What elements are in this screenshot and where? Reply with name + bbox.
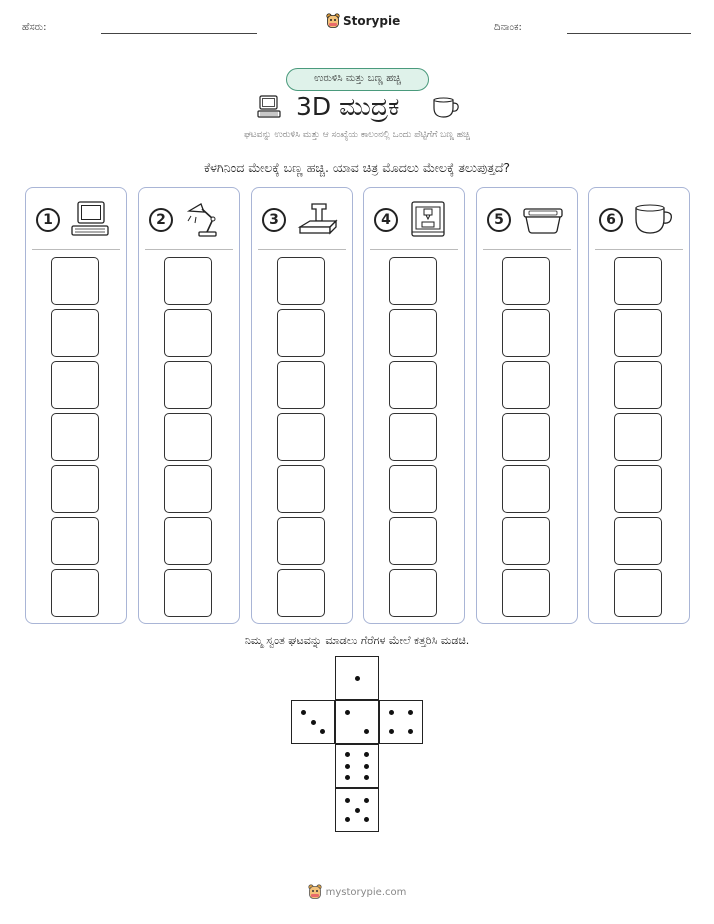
color-box[interactable] — [164, 517, 212, 565]
column-5 — [476, 187, 578, 624]
column-number: 6 — [599, 208, 623, 232]
dice-face-3 — [291, 700, 335, 744]
storypie-mascot-icon — [308, 884, 322, 900]
color-box[interactable] — [389, 569, 437, 617]
coffee-cup-icon — [431, 96, 461, 120]
color-box[interactable] — [51, 257, 99, 305]
brand-name: Storypie — [343, 14, 401, 28]
color-box[interactable] — [614, 309, 662, 357]
color-box[interactable] — [389, 361, 437, 409]
color-box[interactable] — [164, 309, 212, 357]
color-box[interactable] — [502, 465, 550, 513]
color-box[interactable] — [277, 361, 325, 409]
coffee-cup-icon — [633, 199, 677, 239]
footer — [0, 884, 714, 900]
color-box[interactable] — [614, 413, 662, 461]
color-box[interactable] — [614, 569, 662, 617]
dice-face-2 — [335, 700, 379, 744]
color-box[interactable] — [502, 257, 550, 305]
dice-face-4 — [379, 700, 423, 744]
column-divider — [370, 249, 458, 250]
column-divider — [258, 249, 346, 250]
column-divider — [483, 249, 571, 250]
color-box[interactable] — [277, 465, 325, 513]
color-box[interactable] — [51, 517, 99, 565]
pip — [364, 775, 369, 780]
pip — [311, 720, 316, 725]
computer-icon — [70, 199, 114, 239]
column-6 — [588, 187, 690, 624]
column-divider — [145, 249, 233, 250]
pip — [389, 710, 394, 715]
column-number: 3 — [262, 208, 286, 232]
pip — [408, 729, 413, 734]
pip — [364, 764, 369, 769]
pip — [345, 817, 350, 822]
column-divider — [32, 249, 120, 250]
color-box[interactable] — [164, 257, 212, 305]
pip — [364, 729, 369, 734]
pip — [345, 710, 350, 715]
storypie-logo — [326, 13, 400, 29]
color-box[interactable] — [277, 309, 325, 357]
dice-face-5 — [335, 788, 379, 832]
color-box[interactable] — [502, 517, 550, 565]
pip — [345, 764, 350, 769]
color-box[interactable] — [502, 569, 550, 617]
pip — [355, 808, 360, 813]
color-box[interactable] — [277, 413, 325, 461]
color-box[interactable] — [614, 361, 662, 409]
color-box[interactable] — [389, 413, 437, 461]
storypie-mascot-icon — [326, 13, 340, 29]
column-4 — [363, 187, 465, 624]
question: ಕೆಳಗಿನಿಂದ ಮೇಲಕ್ಕೆ ಬಣ್ಣ ಹಚ್ಚಿ. ಯಾವ ಚಿತ್ರ ಮೊದಲು ಮೇಲಕ್ಕೆ ತಲುಪುತ್ತದೆ? — [203, 160, 511, 175]
color-box[interactable] — [277, 569, 325, 617]
column-number: 5 — [487, 208, 511, 232]
subtitle: ಘಟವನ್ನು ಉರುಳಿಸಿ ಮತ್ತು ಆ ಸಂಖ್ಯೆಯ ಕಾಲಂನಲ್ಲಿ ಒಂದು ಪೆಟ್ಟಿಗೆಗೆ ಬಣ್ಣ ಹಚ್ಚಿ — [244, 130, 470, 140]
date-label: ದಿನಾಂಕ: — [494, 22, 522, 33]
date-field[interactable] — [567, 33, 691, 34]
color-box[interactable] — [277, 517, 325, 565]
page-title: 3D ಮುದ್ರಕ — [296, 92, 400, 121]
pip — [320, 729, 325, 734]
color-box[interactable] — [164, 465, 212, 513]
column-divider — [595, 249, 683, 250]
color-box[interactable] — [502, 309, 550, 357]
color-box[interactable] — [51, 413, 99, 461]
column-3 — [251, 187, 353, 624]
color-box[interactable] — [51, 569, 99, 617]
color-box[interactable] — [51, 309, 99, 357]
color-box[interactable] — [614, 517, 662, 565]
pip — [364, 817, 369, 822]
column-2 — [138, 187, 240, 624]
pip — [345, 752, 350, 757]
color-box[interactable] — [51, 361, 99, 409]
color-box[interactable] — [51, 465, 99, 513]
color-box[interactable] — [389, 309, 437, 357]
document-scanner-icon — [296, 199, 340, 239]
column-number: 1 — [36, 208, 60, 232]
pip — [301, 710, 306, 715]
cut-fold-instruction: ನಿಮ್ಮ ಸ್ವಂತ ಘಟವನ್ನು ಮಾಡಲು ಗೆರೆಗಳ ಮೇಲೆ ಕತ್ತರಿಸಿ ಮಡಚಿ. — [244, 634, 470, 647]
pip — [389, 729, 394, 734]
column-1 — [25, 187, 127, 624]
pip — [345, 798, 350, 803]
color-box[interactable] — [614, 465, 662, 513]
dice-face-6 — [335, 744, 379, 788]
column-number: 4 — [374, 208, 398, 232]
color-box[interactable] — [389, 465, 437, 513]
pip — [364, 798, 369, 803]
color-box[interactable] — [164, 413, 212, 461]
color-box[interactable] — [277, 257, 325, 305]
color-box[interactable] — [502, 361, 550, 409]
pip — [364, 752, 369, 757]
activity-type-pill: ಉರುಳಿಸಿ ಮತ್ತು ಬಣ್ಣ ಹಚ್ಚಿ — [286, 68, 429, 91]
title-row — [0, 92, 714, 126]
food-container-icon — [521, 199, 565, 239]
pip — [408, 710, 413, 715]
color-box[interactable] — [614, 257, 662, 305]
pip — [345, 775, 350, 780]
color-box[interactable] — [164, 361, 212, 409]
footer-url: mystorypie.com — [325, 886, 407, 898]
desk-lamp-icon — [183, 199, 227, 239]
color-box[interactable] — [502, 413, 550, 461]
pip — [355, 676, 360, 681]
color-box[interactable] — [389, 517, 437, 565]
color-box[interactable] — [164, 569, 212, 617]
color-box[interactable] — [389, 257, 437, 305]
name-label: ಹೆಸರು: — [22, 22, 47, 33]
computer-icon — [256, 94, 282, 120]
name-field[interactable] — [101, 33, 257, 34]
column-number: 2 — [149, 208, 173, 232]
dice-face-1 — [335, 656, 379, 700]
3d-printer-icon — [408, 199, 452, 239]
